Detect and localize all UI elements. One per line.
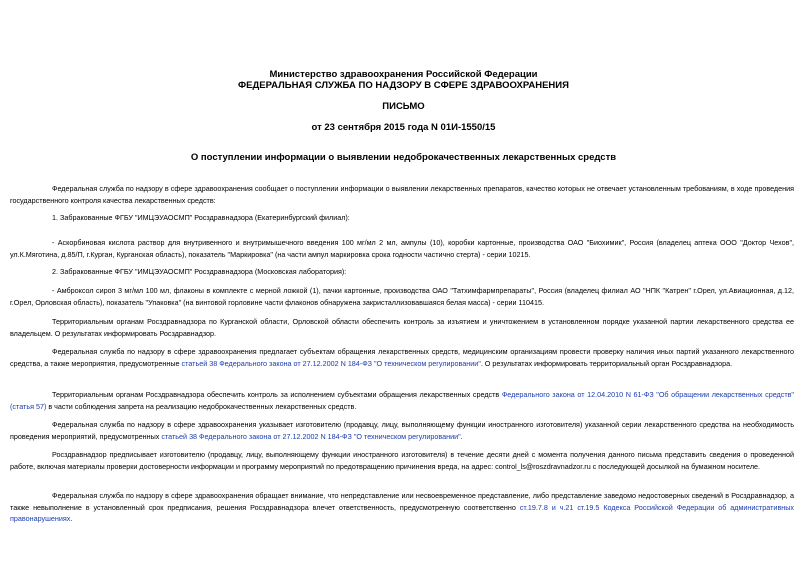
paragraph-manufacturer-text: Федеральная служба по надзору в сфере здравоохранения указывает изготовителю (продавцу, лицу, выполняющему функции иностранного изготовителя) указанной серии лекарственного средства на необходимость проведения мероприятий, предусмотренных — [10, 420, 794, 441]
paragraph-item-1-detail: - Аскорбиновая кислота раствор для внутривенного и внутримышечного введения 100 мг/мл 2 мл, ампулы (10), коробки картонные, производства ОАО "Биохимик", Россия (владелец аптека ООО "Доктор Чехов", ул.К.Мяготина, д.85/П, г.Курган, Курганская область), показатель "Маркировка" (на части ампул маркировка срока годности частично стерта) - серии 10215. — [10, 238, 794, 259]
document-type: ПИСЬМО — [382, 101, 425, 112]
paragraph-territorial-control: Территориальным органам Росздравнадзора по Курганской области, Орловской области обеспечить контроль за изъятием и уничтожением в установленном порядке указанной партии лекарственного средства ее владельцем. О результатах информировать Росздравнадзор. — [10, 317, 794, 338]
paragraph-liability — [10, 490, 794, 525]
law-61-fz-link[interactable]: Федерального закона от 12.04.2010 N 61-ФЗ "Об обращении лекарственных средств" — [501, 390, 794, 399]
paragraph-manufacturer — [10, 419, 794, 442]
ministry-heading: Министерство здравоохранения Российской Федерации — [269, 69, 538, 80]
paragraph-item-2-detail: - Амброксол сироп 3 мг/мл 100 мл, флаконы в комплекте с мерной ложкой (1), пачки картонные, производства ОАО "Татхимфармпрепараты", Россия (владелец филиал АО "НПК "Катрен" г.Орел, ул.Авиационная, д.12, г.Орел, Орловская область), показатель "Упаковка" (на винтовой горловине части флаконов обнаружена закристаллизовавшаяся белая масса) - серии 110415. — [10, 286, 794, 307]
paragraph-order: Росздравнадзор предписывает изготовителю (продавцу, лицу, выполняющему функции иностранного изготовителя) в течение десяти дней с момента получения данного письма представить сведения о проведенной работе, включая материалы проверки достоверности информации и программу мероприятий по предотвращению причинения вреда, на адрес: control_ls@roszdravnadzor.ru с последующей досылкой на бумажном носителе. — [10, 450, 794, 471]
article-57-link[interactable]: (статья 57) — [10, 401, 47, 411]
paragraph-enforcement — [10, 389, 794, 412]
paragraph-proposal — [10, 346, 794, 369]
paragraph-proposal-text-end: . О результатах информировать территориальный орган Росздравнадзора. — [480, 358, 733, 368]
paragraph-intro: Федеральная служба по надзору в сфере здравоохранения сообщает о поступлении информации о выявлении лекарственных препаратов, качество которых не отвечает установленным требованиям, в ходе проведения государственного контроля качества лекарственных средств: — [10, 184, 794, 205]
law-184-fz-link[interactable]: статьей 38 Федерального закона от 27.12.2002 N 184-ФЗ "О техническом регулировании" — [181, 358, 481, 368]
paragraph-item-2-heading: 2. Забракованные ФГБУ "ИМЦЭУАОСМП" Росздравнадзора (Московская лаборатория): — [52, 267, 347, 276]
paragraph-item-1-heading: 1. Забракованные ФГБУ "ИМЦЭУАОСМП" Росздравнадзора (Екатеринбургский филиал): — [52, 213, 350, 222]
paragraph-liability-text-end: . — [70, 514, 73, 524]
law-184-fz-link-2[interactable]: статьей 38 Федерального закона от 27.12.2002 N 184-ФЗ "О техническом регулировании" — [161, 431, 461, 441]
document-title: О поступлении информации о выявлении недоброкачественных лекарственных средств — [190, 152, 617, 163]
service-heading: ФЕДЕРАЛЬНАЯ СЛУЖБА ПО НАДЗОРУ В СФЕРЕ ЗДРАВООХРАНЕНИЯ — [238, 80, 569, 91]
koap-link[interactable]: ст.19.7.8 и ч.21 ст.19.5 Кодекса Российской Федерации об административных правонарушениях — [10, 502, 794, 524]
paragraph-enforcement-text-end: в части соблюдения запрета на реализацию недоброкачественных лекарственных средств. — [46, 401, 357, 411]
paragraph-enforcement-text: Территориальным органам Росздравнадзора обеспечить контроль за исполнением субъектами обращения лекарственных средств — [52, 390, 502, 399]
document-date: от 23 сентября 2015 года N 01И-1550/15 — [311, 122, 496, 133]
paragraph-manufacturer-text-end: . — [460, 431, 463, 441]
paragraph-proposal-text: Федеральная служба по надзору в сфере здравоохранения предлагает субъектам обращения лекарственных средств, медицинским организациям провести проверку наличия иных партий указанного лекарственного средства, а также мероприятия, предусмотренные — [10, 347, 794, 368]
paragraph-liability-text: Федеральная служба по надзору в сфере здравоохранения обращает внимание, что непредставление или несвоевременное представление, либо представление заведомо недостоверных сведений в Росздравнадзор, а также невыполнение в установленный срок предписания, решения Росздравнадзора влечет ответственность, предусмотренную соответственно — [10, 491, 794, 512]
